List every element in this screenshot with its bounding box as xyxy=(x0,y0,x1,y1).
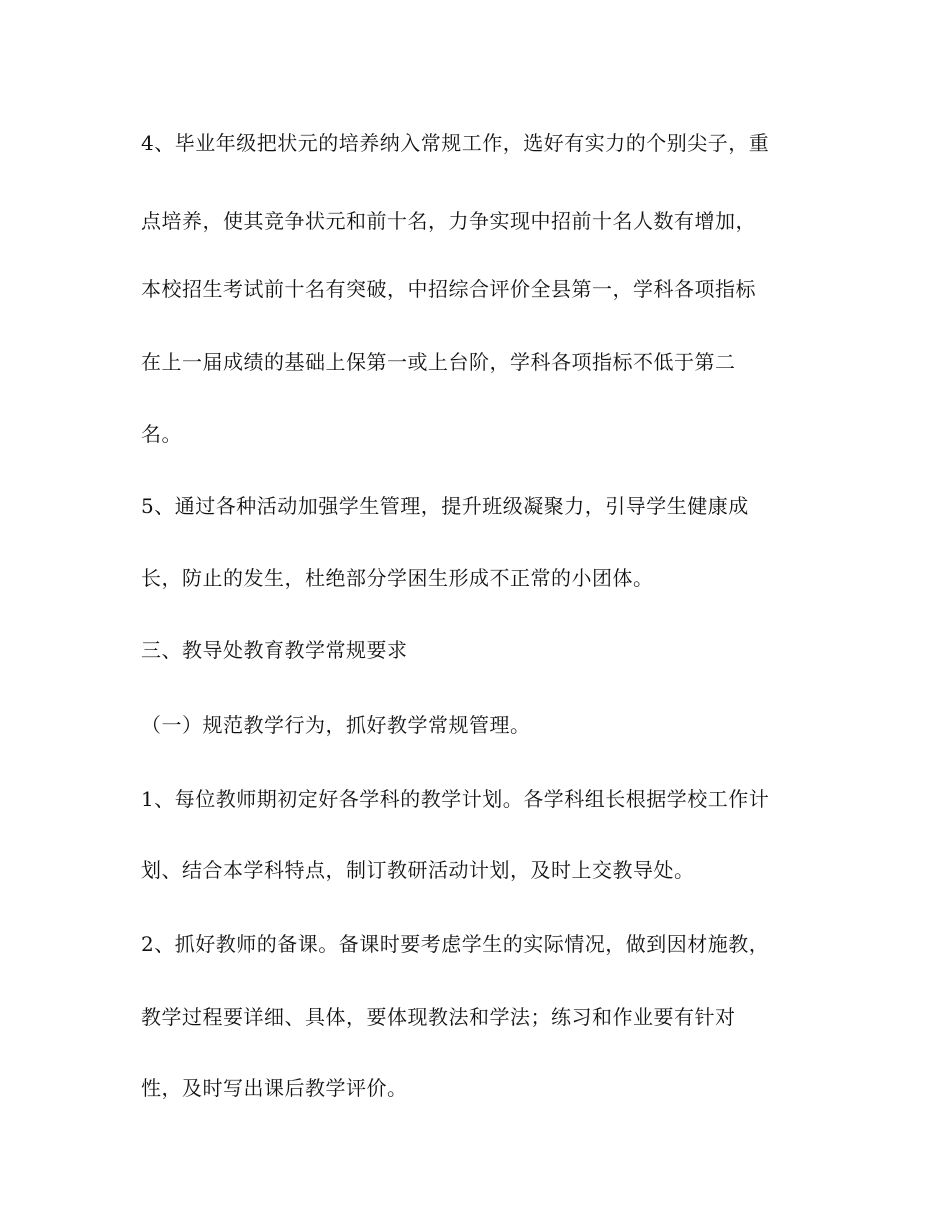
text-line: 本校招生考试前十名有突破，中招综合评价全县第一，学科各项指标 xyxy=(141,277,756,301)
section-heading: 三、教导处教育教学常规要求 xyxy=(141,638,408,662)
text-line: 性，及时写出课后教学评价。 xyxy=(141,1076,408,1100)
text-line: 教学过程要详细、具体，要体现教法和学法；练习和作业要有针对 xyxy=(141,1005,736,1029)
text-line: 点培养，使其竞争状元和前十名，力争实现中招前十名人数有增加， xyxy=(141,209,756,233)
subsection-heading: （一）规范教学行为，抓好教学常规管理。 xyxy=(141,713,531,737)
text-line: 名。 xyxy=(141,422,182,446)
text-line: 4、毕业年级把状元的培养纳入常规工作，选好有实力的个别尖子，重 xyxy=(141,131,770,155)
text-line: 5、通过各种活动加强学生管理，提升班级凝聚力，引导学生健康成 xyxy=(141,494,749,518)
text-line: 2、抓好教师的备课。备课时要考虑学生的实际情况，做到因材施教， xyxy=(141,932,770,956)
text-line: 划、结合本学科特点，制订教研活动计划，及时上交教导处。 xyxy=(141,858,695,882)
text-line: 1、每位教师期初定好各学科的教学计划。各学科组长根据学校工作计 xyxy=(141,787,770,811)
text-line: 长，防止的发生，杜绝部分学困生形成不正常的小团体。 xyxy=(141,566,654,590)
text-line: 在上一届成绩的基础上保第一或上台阶，学科各项指标不低于第二 xyxy=(141,350,736,374)
